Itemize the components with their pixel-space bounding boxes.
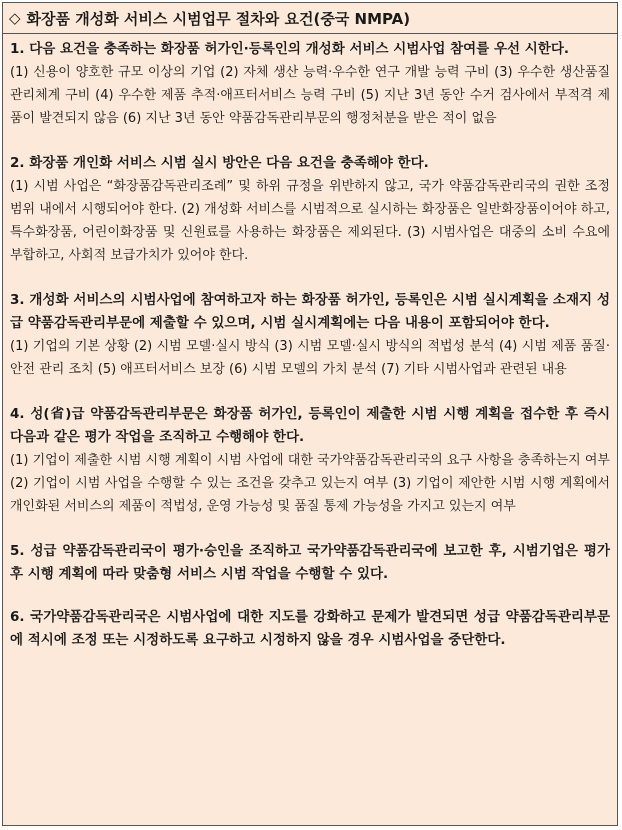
section-body: (1) 시범 사업은 “화장품감독관리조례” 및 하위 규정을 위반하지 않고, 국가 약품감독관리국의 권한 조정 범위 내에서 시행되어야 한다. (2) 개성화 서비스를 시범적으로 실시하는 화장품은 일반화장품이어야 하고, 특수화장품, 어린이화장품 및 신원료를 사용하는 화장품은 제외된다. (3) 시범사업은 대중의 소비 수요에 부합하고, 사회적 보급가치가 있어야 한다.	[10, 179, 610, 263]
section-heading: 4. 성(省)급 약품감독관리부문은 화장품 허가인, 등록인이 제출한 시범 시행 계획을 접수한 후 즉시 다음과 같은 평가 작업을 조직하고 수행해야 한다.	[10, 406, 610, 445]
box-header	[3, 3, 617, 34]
section-heading: 2. 화장품 개인화 서비스 시범 실시 방안은 다음 요건을 충족해야 한다.	[10, 155, 429, 171]
procedure-box	[2, 2, 618, 826]
section-5	[10, 540, 610, 586]
section-6	[10, 606, 610, 652]
section-body: (1) 기업의 기본 상황 (2) 시범 모델·실시 방식 (3) 시범 모델·실시 방식의 적법성 분석 (4) 시범 제품 품질·안전 관리 조치 (5) 애프터서비스 보장 (6) 시범 모델의 가치 분석 (7) 기타 시범사업과 관련된 내용	[10, 339, 610, 377]
section-heading: 5. 성급 약품감독관리국이 평가·승인을 조직하고 국가약품감독관리국에 보고한 후, 시범기업은 평가 후 시행 계획에 따라 맞춤형 서비스 시범 작업을 수행할 수 있다.	[10, 543, 610, 582]
section-body: (1) 신용이 양호한 규모 이상의 기업 (2) 자체 생산 능력·우수한 연구 개발 능력 구비 (3) 우수한 생산품질관리체계 구비 (4) 우수한 제품 추적·애프터서비스 능력 구비 (5) 지난 3년 동안 수거 검사에서 부적격 제품이 발견되지 않음 (6) 지난 3년 동안 약품감독관리부문의 행정처분을 받은 적이 없음	[10, 65, 610, 126]
section-heading: 1. 다음 요건을 충족하는 화장품 허가인·등록인의 개성화 서비스 시범사업 참여를 우선 시한다.	[10, 41, 569, 57]
section-3	[10, 289, 610, 381]
section-heading: 3. 개성화 서비스의 시범사업에 참여하고자 하는 화장품 허가인, 등록인은 시범 실시계획을 소재지 성급 약품감독관리부문에 제출할 수 있으며, 시범 실시계획에는 다음 내용이 포함되어야 한다.	[10, 292, 610, 331]
section-body: (1) 기업이 제출한 시범 시행 계획이 시범 사업에 대한 국가약품감독관리국의 요구 사항을 충족하는지 여부 (2) 기업이 시범 사업을 수행할 수 있는 조건을 갖추고 있는지 여부 (3) 기업이 제안한 시범 시행 계획에서 개인화된 서비스의 제품이 적법성, 운영 가능성 및 품질 통제 가능성을 가지고 있는지 여부	[10, 453, 610, 514]
section-2	[10, 152, 610, 267]
section-4	[10, 403, 610, 518]
box-title: 화장품 개성화 서비스 시범업무 절차와 요건(중국 NMPA)	[26, 9, 411, 28]
section-1	[10, 38, 610, 130]
section-heading: 6. 국가약품감독관리국은 시범사업에 대한 지도를 강화하고 문제가 발견되면 성급 약품감독관리부문에 적시에 조정 또는 시정하도록 요구하고 시정하지 않을 경우 시범사업을 중단한다.	[10, 609, 610, 648]
diamond-icon: ◇	[9, 9, 21, 27]
box-body	[3, 34, 617, 652]
